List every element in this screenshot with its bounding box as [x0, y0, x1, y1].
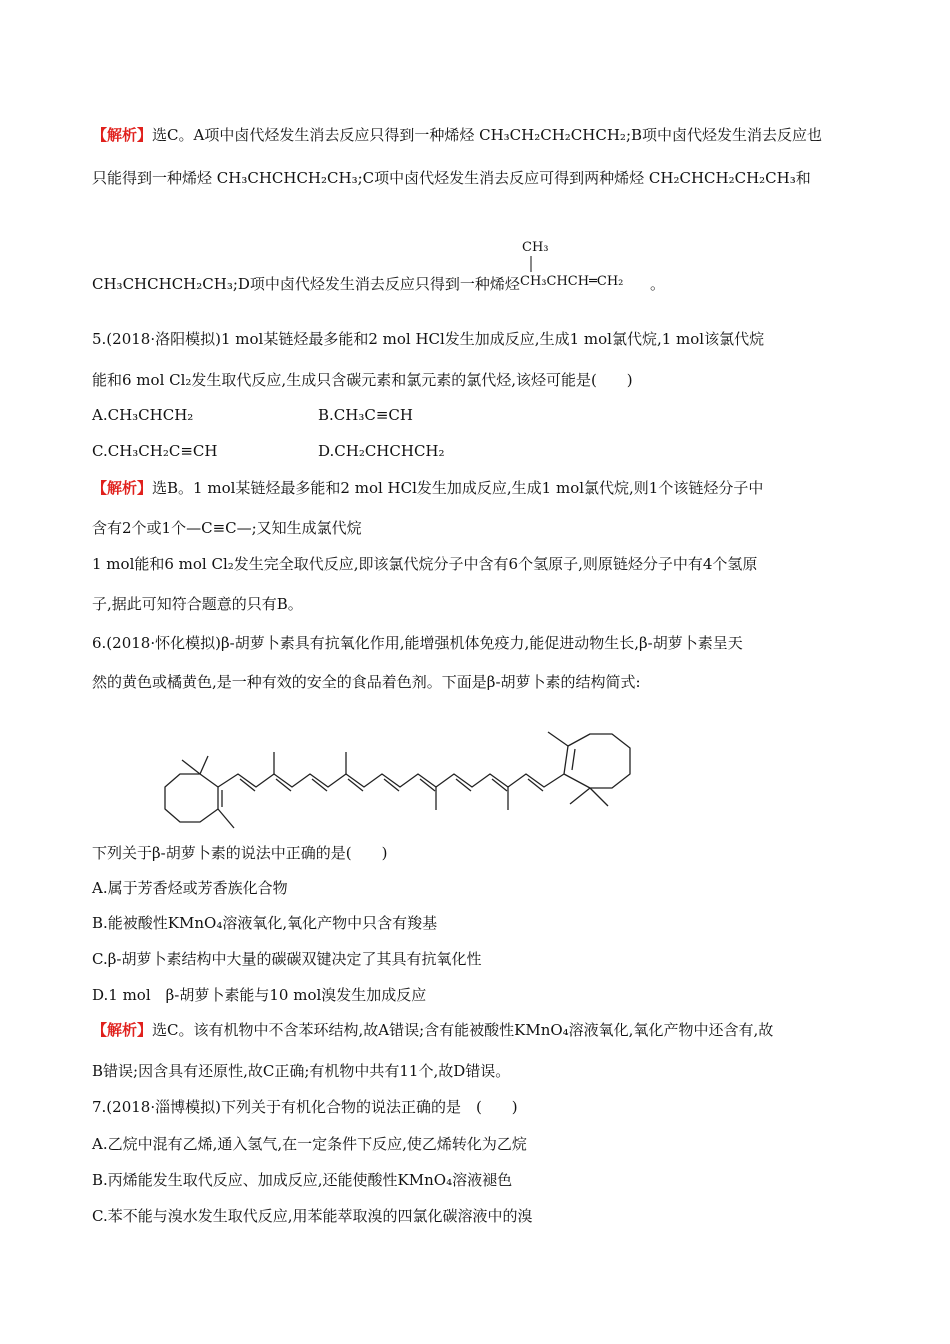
q7-option-b: B.丙烯能发生取代反应、加成反应,还能使酸性KMnO₄溶液褪色 — [92, 1171, 513, 1189]
q6-analysis-text1: 选C。该有机物中不含苯环结构,故A错误;含有能被酸性KMnO₄溶液氧化,氧化产物中还含有,故 — [152, 1021, 774, 1039]
q5-analysis-line3: 1 mol能和6 mol Cl₂发生完全取代反应,即该氯代烷分子中含有6个氢原子,则原链烃分子中有4个氢原 — [92, 555, 758, 573]
q5-option-d: D.CH₂CHCHCH₂ — [318, 442, 445, 460]
q5-option-c: C.CH₃CH₂C≡CH — [92, 442, 218, 460]
q6-question: 下列关于β-胡萝卜素的说法中正确的是( ) — [92, 844, 388, 862]
q6-analysis-line2: B错误;因含具有还原性,故C正确;有机物中共有11个,故D错误。 — [92, 1062, 511, 1080]
q6-analysis-line1 — [92, 1020, 773, 1040]
q4-analysis-line2: 只能得到一种烯烃 CH₃CHCHCH₂CH₃;C项中卤代烃发生消去反应可得到两种烯烃 CH₂CHCH₂CH₂CH₃和 — [92, 169, 811, 187]
q5-analysis-line4: 子,据此可知符合题意的只有B。 — [92, 595, 303, 613]
analysis-tag: 【解析】 — [92, 479, 153, 497]
q5-option-a: A.CH₃CHCH₂ — [92, 406, 194, 424]
q5-stem-line2: 能和6 mol Cl₂发生取代反应,生成只含碳元素和氯元素的氯代烃,该烃可能是( ) — [92, 371, 633, 389]
q6-option-a: A.属于芳香烃或芳香族化合物 — [92, 879, 288, 897]
q7-option-a: A.乙烷中混有乙烯,通入氢气,在一定条件下反应,使乙烯转化为乙烷 — [92, 1135, 527, 1153]
q5-analysis-line2: 含有2个或1个—C≡C—;又知生成氯代烷 — [92, 519, 362, 537]
q4-analysis-text1: 选C。A项中卤代烃发生消去反应只得到一种烯烃 CH₃CH₂CH₂CHCH₂;B项中卤代烃发生消去反应也 — [152, 126, 823, 144]
q7-stem: 7.(2018·淄博模拟)下列关于有机化合物的说法正确的是 ( ) — [92, 1098, 518, 1116]
q4-analysis-line1 — [92, 125, 822, 145]
q5-analysis-text1: 选B。1 mol某链烃最多能和2 mol HCl发生加成反应,生成1 mol氯代烷,则1个该链烃分子中 — [152, 479, 764, 497]
analysis-tag: 【解析】 — [92, 126, 153, 144]
struct-methyl-branch: CH₃ — [522, 240, 549, 255]
q6-stem-line2: 然的黄色或橘黄色,是一种有效的安全的食品着色剂。下面是β-胡萝卜素的结构简式: — [92, 673, 641, 691]
q6-stem-line1: 6.(2018·怀化模拟)β-胡萝卜素具有抗氧化作用,能增强机体免疫力,能促进动物生长,β-胡萝卜素呈天 — [92, 634, 743, 652]
q4-analysis-line3: CH₃CHCHCH₂CH₃;D项中卤代烃发生消去反应只得到一种烯烃 — [92, 275, 520, 293]
q5-stem-line1: 5.(2018·洛阳模拟)1 mol某链烃最多能和2 mol HCl发生加成反应,生成1 mol氯代烷,1 mol该氯代烷 — [92, 330, 765, 348]
q6-option-b: B.能被酸性KMnO₄溶液氧化,氧化产物中只含有羧基 — [92, 914, 438, 932]
q4-analysis-end: 。 — [650, 275, 666, 293]
struct-main-chain: CH₃CHCH═CH₂ — [520, 274, 624, 289]
struct-branch-bond — [529, 256, 533, 272]
q5-option-b: B.CH₃C≡CH — [318, 406, 413, 424]
q7-option-c: C.苯不能与溴水发生取代反应,用苯能萃取溴的四氯化碳溶液中的溴 — [92, 1207, 533, 1225]
q6-option-d: D.1 mol β-胡萝卜素能与10 mol溴发生加成反应 — [92, 986, 427, 1004]
q6-option-c: C.β-胡萝卜素结构中大量的碳碳双键决定了其具有抗氧化性 — [92, 950, 482, 968]
q5-analysis-line1 — [92, 478, 763, 498]
analysis-tag: 【解析】 — [92, 1021, 153, 1039]
beta-carotene-structure — [160, 704, 660, 834]
